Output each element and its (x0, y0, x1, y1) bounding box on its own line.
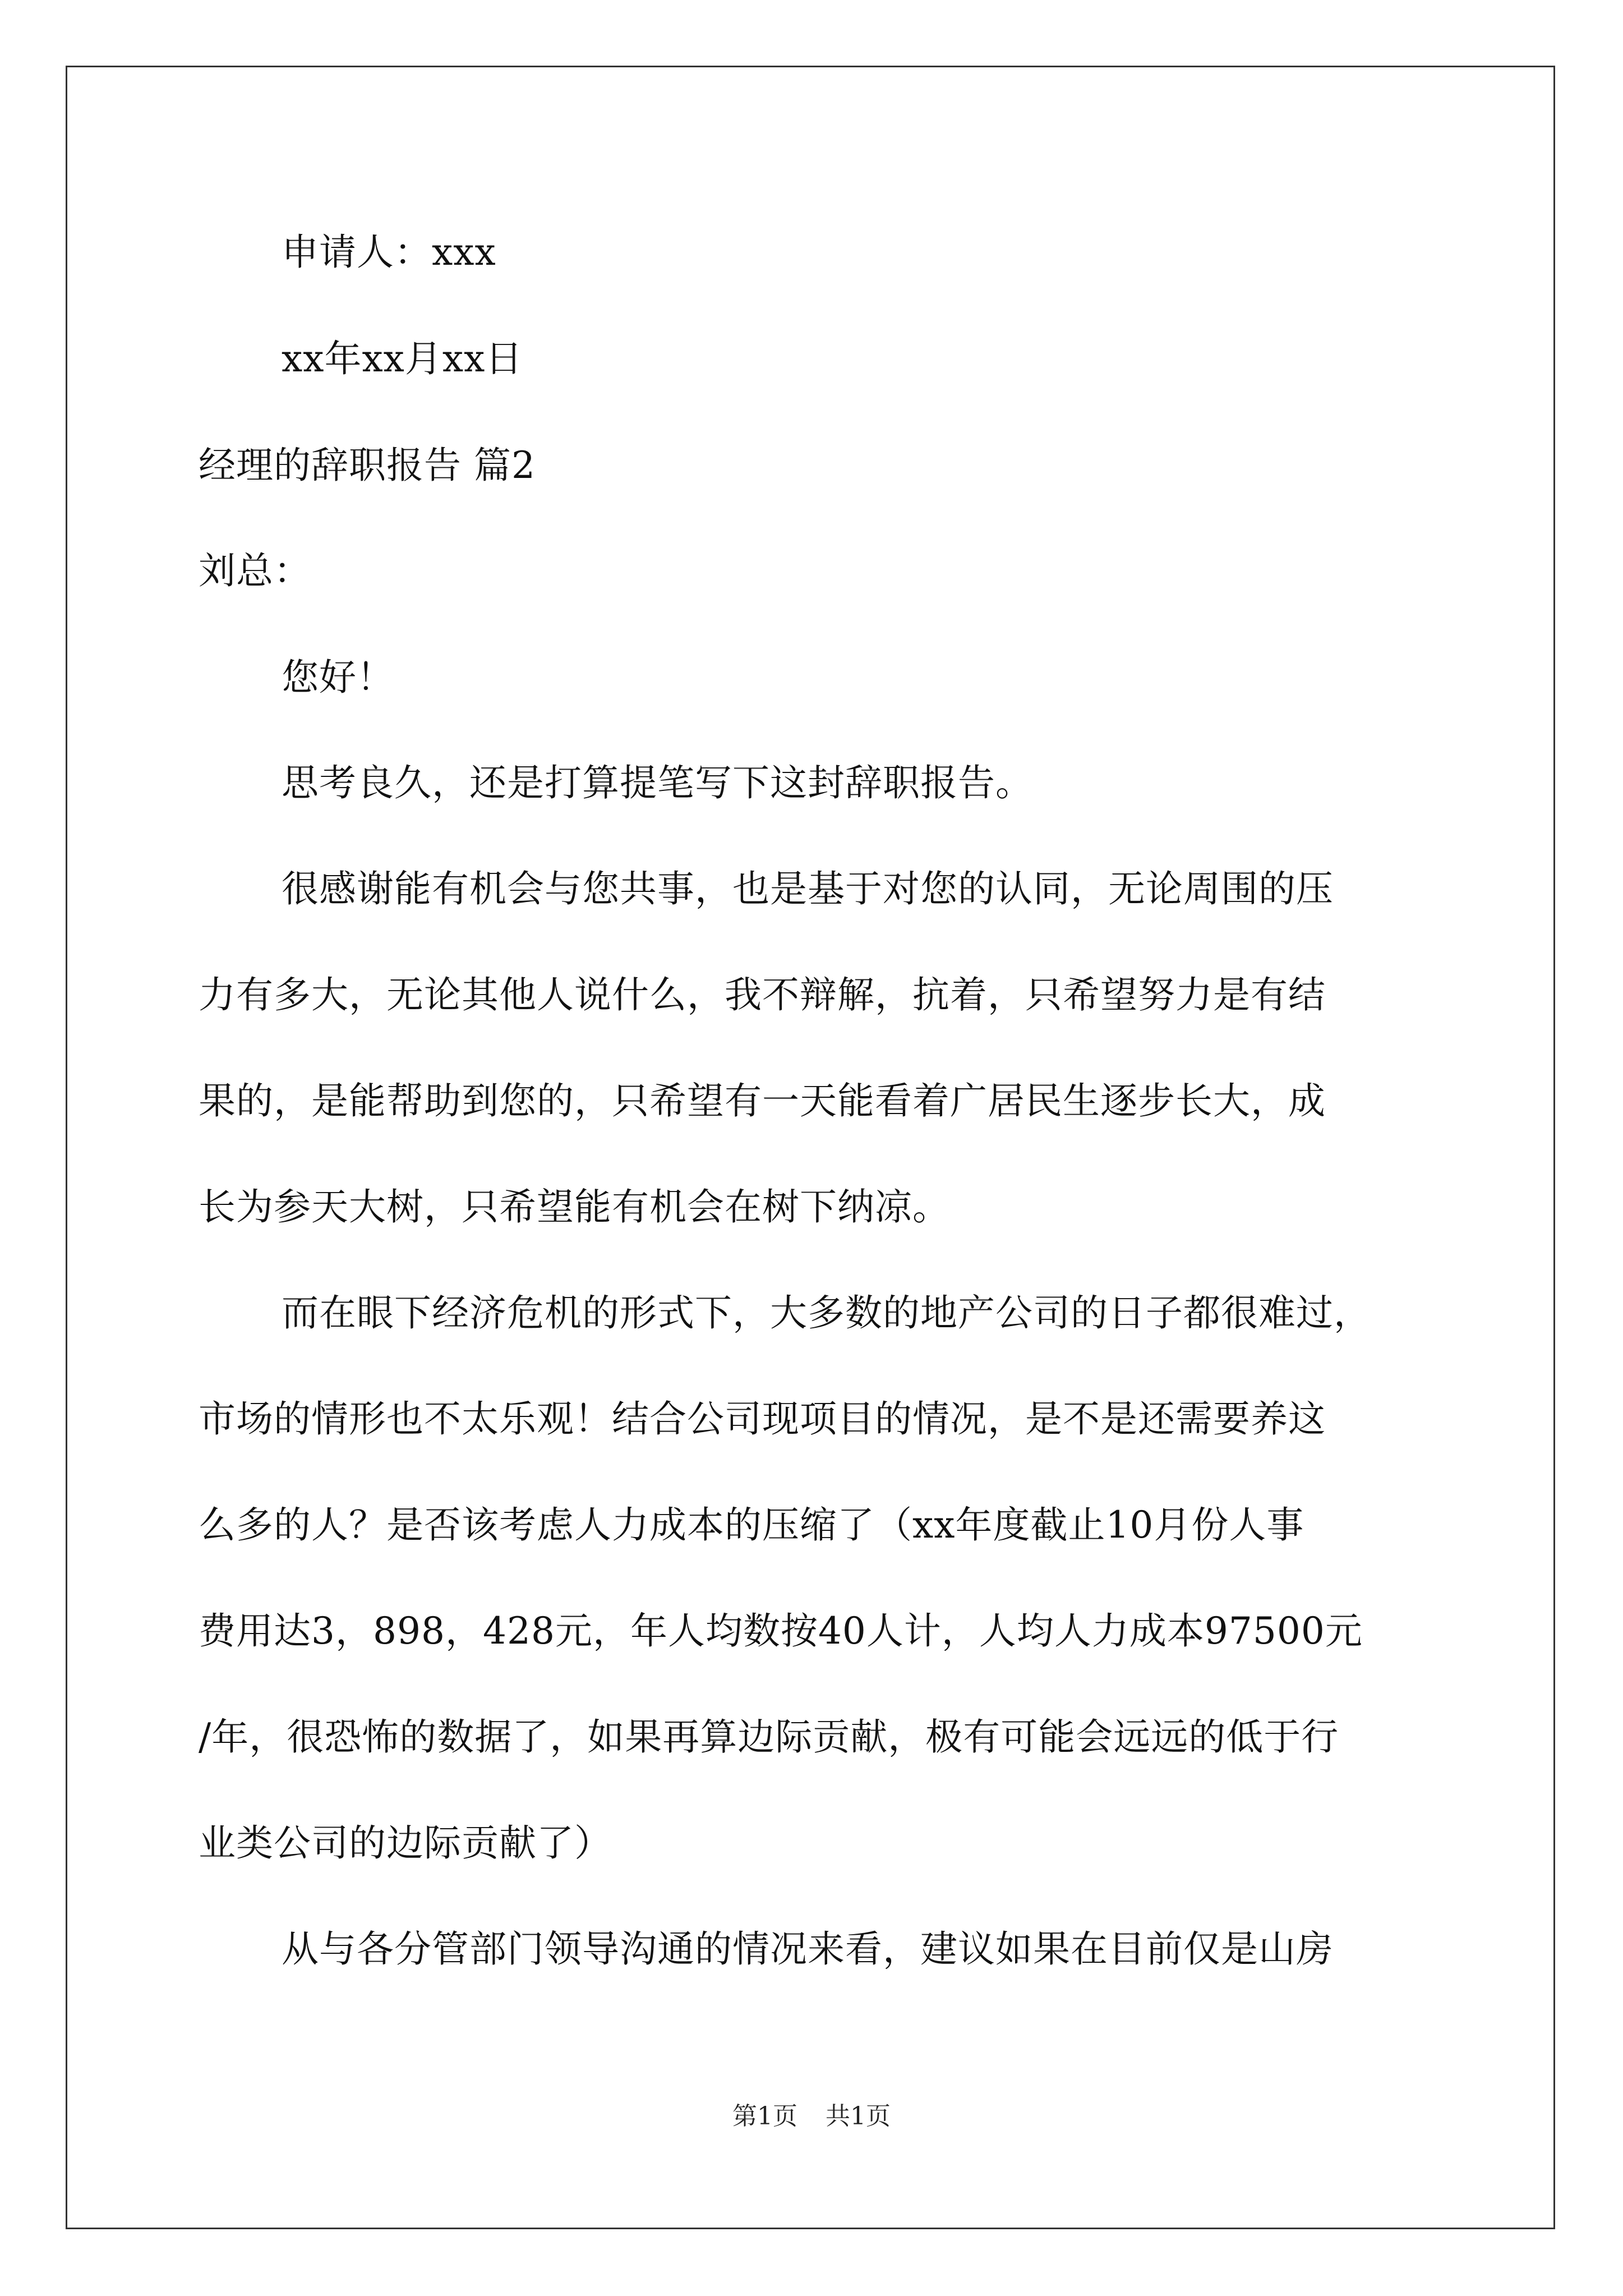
applicant-line: 申请人：xxx (282, 231, 496, 274)
page-border (66, 66, 1555, 2229)
paragraph-1-line-1: 思考良久，还是打算提笔写下这封辞职报告。 (282, 761, 1033, 804)
paragraph-2-line-2: 力有多大，无论其他人说什么，我不辩解，抗着，只希望努力是有结 (199, 973, 1326, 1016)
paragraph-3-line-2: 市场的情形也不太乐观！结合公司现项目的情况，是不是还需要养这 (199, 1397, 1326, 1441)
paragraph-4-line-1: 从与各分管部门领导沟通的情况来看，建议如果在目前仅是山房 (282, 1927, 1334, 1971)
page-footer (0, 2101, 1623, 2132)
paragraph-3-line-4: 费用达3，898，428元，年人均数按40人计，人均人力成本97500元 (199, 1609, 1363, 1653)
section-title: 经理的辞职报告 篇2 (199, 444, 536, 487)
paragraph-2-line-1: 很感谢能有机会与您共事，也是基于对您的认同，无论周围的压 (282, 867, 1334, 910)
greeting: 您好！ (282, 656, 394, 699)
page-number: 第1页 (732, 2102, 797, 2131)
paragraph-2-line-3: 果的，是能帮助到您的，只希望有一天能看着广居民生逐步长大，成 (199, 1079, 1326, 1122)
paragraph-2-line-4: 长为参天大树，只希望能有机会在树下纳凉。 (199, 1185, 950, 1228)
paragraph-3-line-1: 而在眼下经济危机的形式下，大多数的地产公司的日子都很难过， (282, 1291, 1371, 1335)
salutation: 刘总： (199, 549, 311, 592)
date-line: xx年xx月xx日 (282, 337, 523, 380)
paragraph-3-line-5: /年，很恐怖的数据了，如果再算边际贡献，极有可能会远远的低于行 (199, 1715, 1339, 1759)
paragraph-3-line-6: 业类公司的边际贡献了） (199, 1821, 612, 1865)
paragraph-3-line-3: 么多的人？是否该考虑人力成本的压缩了（xx年度截止10月份人事 (199, 1503, 1304, 1547)
page-total: 共1页 (826, 2102, 891, 2131)
